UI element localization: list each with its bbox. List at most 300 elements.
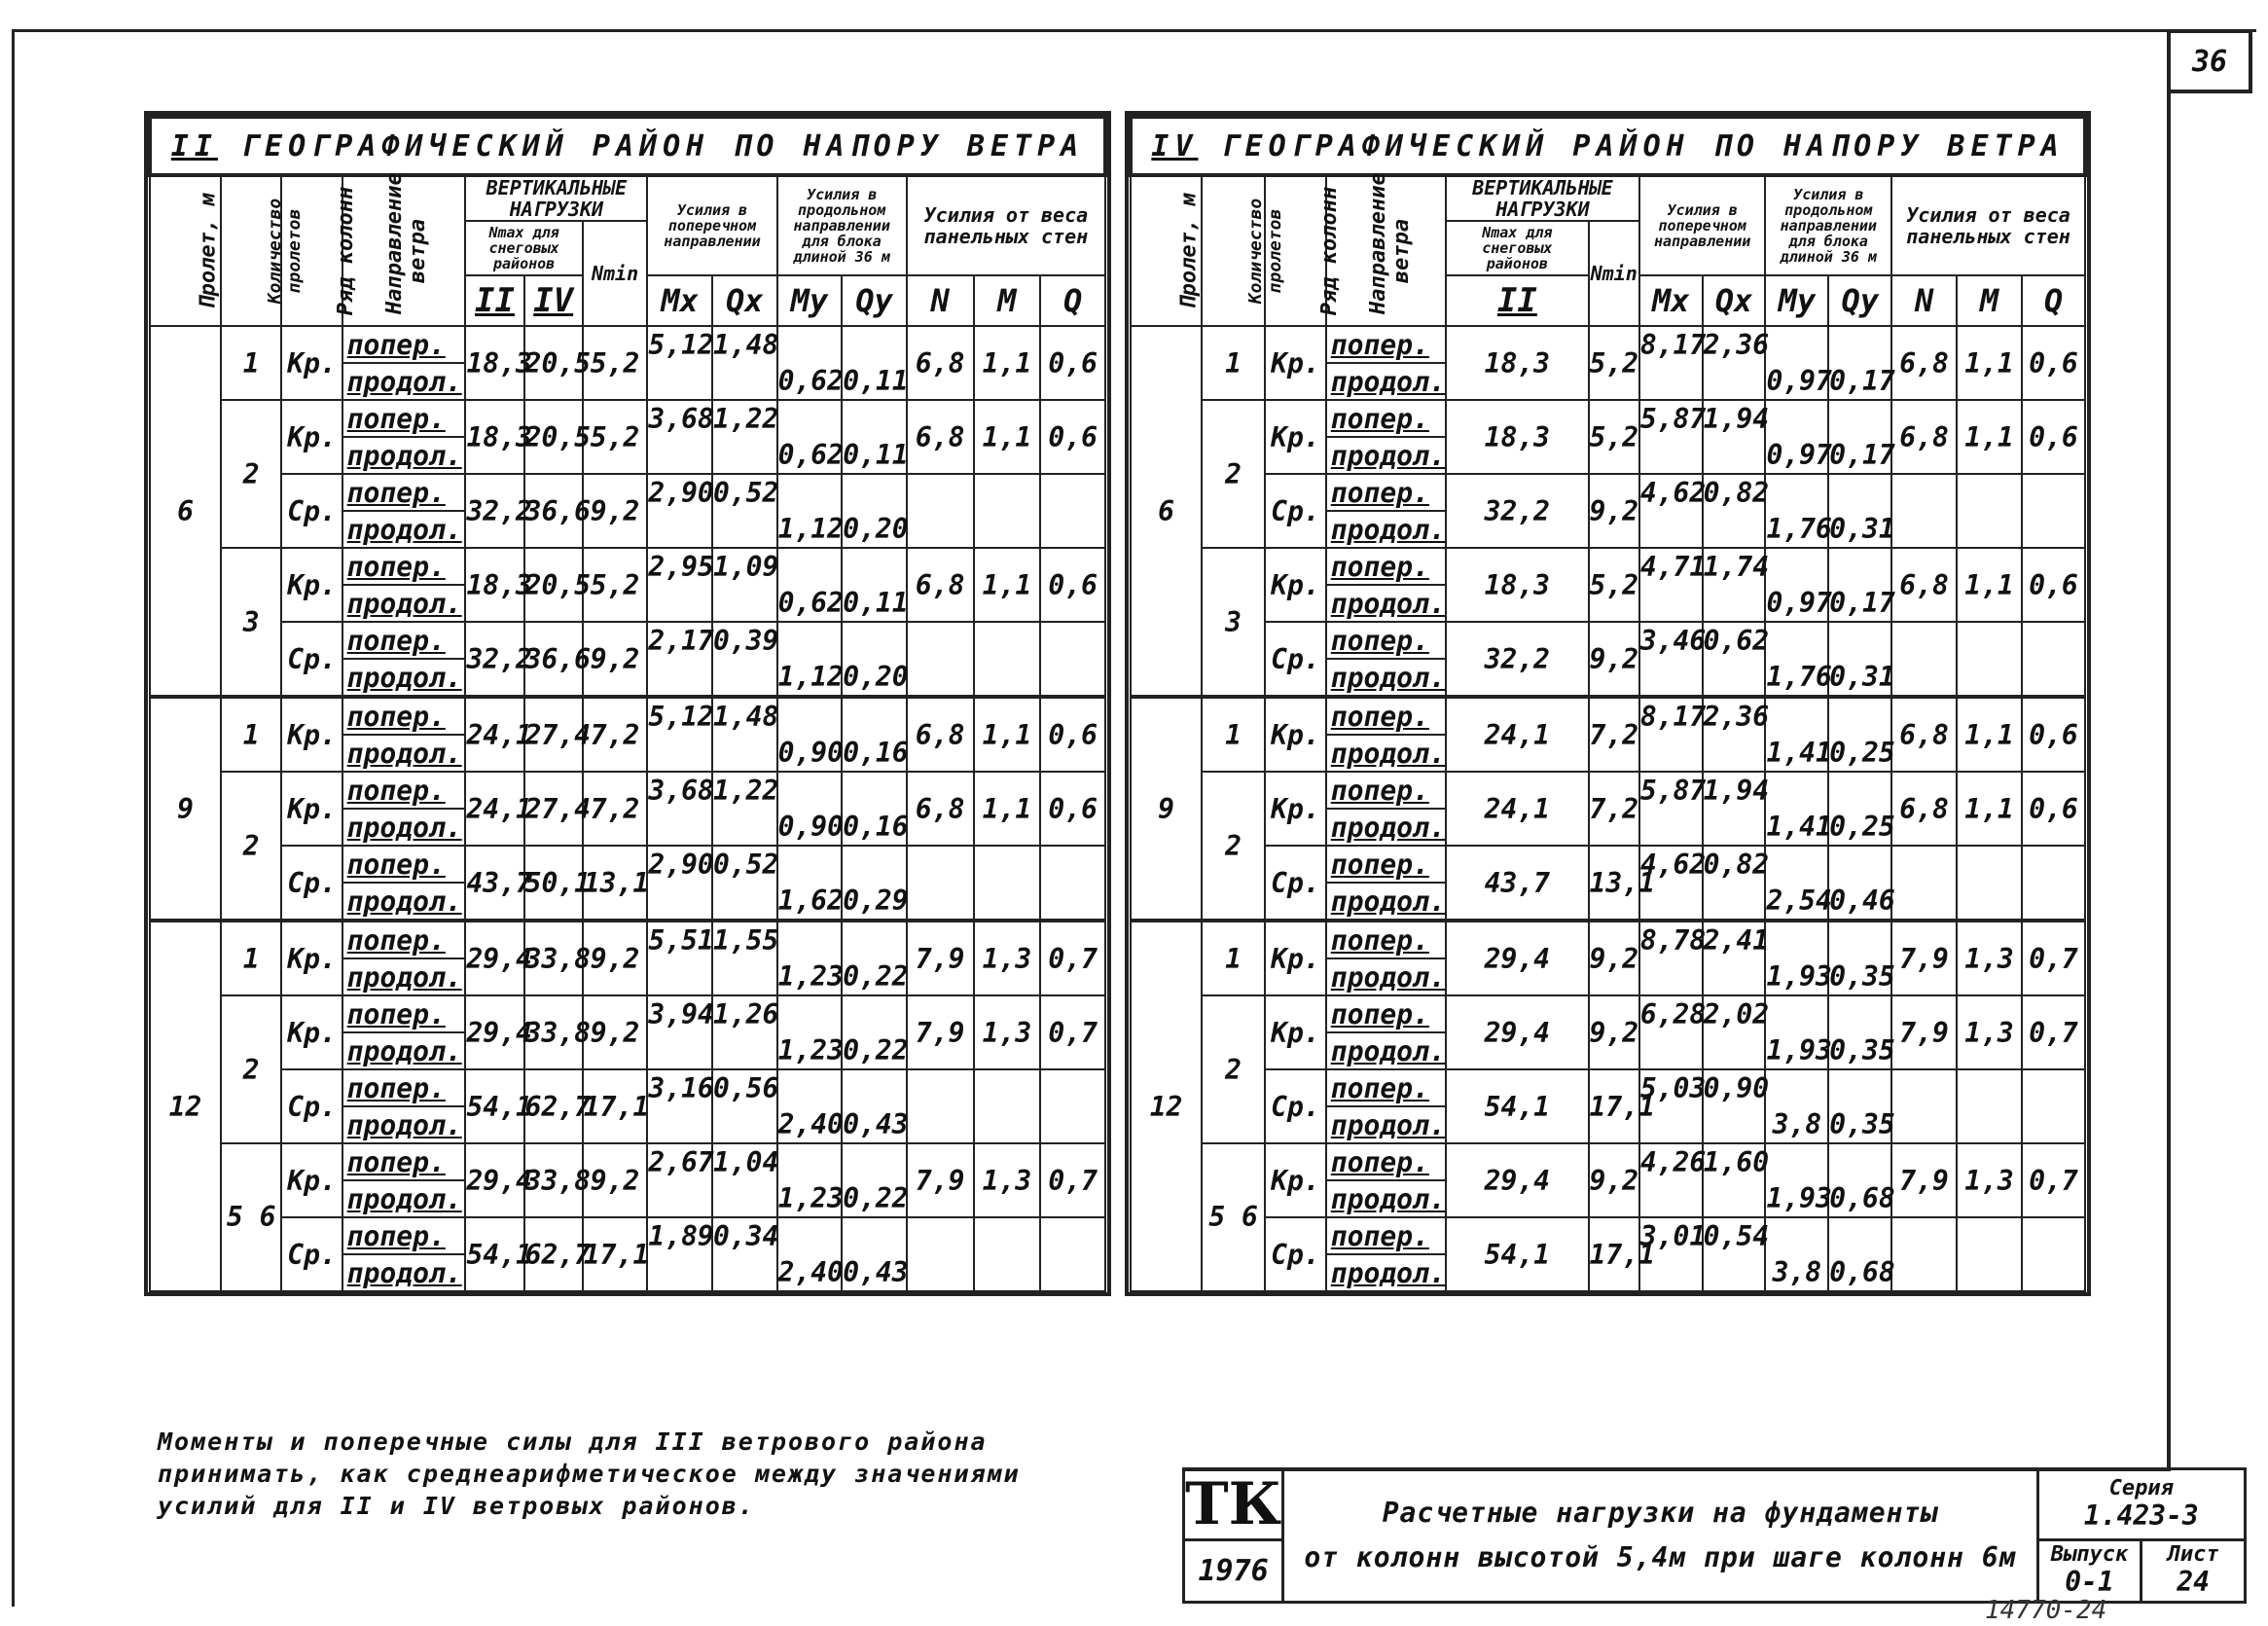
- value-nmin: 9,2: [1589, 995, 1639, 1069]
- title-block: [1182, 1467, 2247, 1604]
- value-qy: 0,17: [1828, 585, 1891, 622]
- column-row: Ср.: [281, 846, 342, 921]
- empty-qx: [712, 809, 777, 846]
- empty-qx: [712, 659, 777, 697]
- value-mx: 5,12: [647, 326, 712, 363]
- value-qy: 0,17: [1828, 363, 1891, 400]
- header-n: N: [907, 275, 974, 326]
- empty-qx: [712, 1106, 777, 1143]
- empty-my: [777, 400, 843, 437]
- empty-qy: [1828, 1069, 1891, 1106]
- column-row: Кр.: [281, 921, 342, 995]
- value-mx: 8,17: [1639, 326, 1703, 363]
- empty-qy: [1828, 622, 1891, 659]
- value-mx: 4,71: [1639, 548, 1703, 585]
- table-row: [150, 474, 1105, 511]
- header-qy: Qy: [1828, 275, 1891, 326]
- value-n-wall: 7,9: [907, 921, 974, 995]
- dir-longitudinal: продол.: [1326, 363, 1446, 400]
- value-n2: 54,1: [465, 1069, 523, 1143]
- table-row: [1131, 995, 2085, 1032]
- empty-mx: [1639, 659, 1703, 697]
- value-q-wall: 0,6: [2022, 772, 2085, 846]
- header-roman-ii: II: [465, 275, 523, 326]
- column-row: Ср.: [281, 474, 342, 548]
- column-row: Ср.: [1265, 846, 1326, 921]
- value-q-wall: 0,6: [1040, 326, 1105, 400]
- value-qy: 0,31: [1828, 659, 1891, 697]
- value-qx: 0,34: [712, 1217, 777, 1254]
- empty-my: [777, 846, 843, 883]
- value-q-wall: [1040, 846, 1105, 921]
- empty-mx: [647, 437, 712, 474]
- value-qx: 0,82: [1703, 846, 1766, 883]
- value-mx: 3,46: [1639, 622, 1703, 659]
- value-nmin: 17,1: [583, 1217, 648, 1291]
- column-row: Кр.: [1265, 921, 1326, 995]
- value-n2: 18,3: [465, 400, 523, 474]
- column-row: Кр.: [1265, 995, 1326, 1069]
- value-nmin: 7,2: [1589, 697, 1639, 772]
- empty-qy: [842, 995, 907, 1032]
- empty-mx: [1639, 1180, 1703, 1217]
- empty-qy: [1828, 1143, 1891, 1180]
- drawing-title-line1: Расчетные нагрузки на фундаменты: [1382, 1497, 1939, 1529]
- count-cell: 2: [221, 400, 281, 548]
- value-my: 0,90: [777, 809, 843, 846]
- value-n2: 54,1: [1446, 1217, 1588, 1291]
- value-my: 1,23: [777, 958, 843, 995]
- value-n2: 29,4: [465, 995, 523, 1069]
- empty-qy: [1828, 772, 1891, 809]
- sheet-cell: [2142, 1540, 2246, 1603]
- page-number: 36: [2167, 29, 2252, 93]
- dir-longitudinal: продол.: [342, 1254, 466, 1291]
- value-my: 2,40: [777, 1106, 843, 1143]
- value-m-wall: 1,3: [1957, 995, 2022, 1069]
- empty-mx: [647, 363, 712, 400]
- value-m-wall: [1957, 474, 2022, 548]
- value-mx: 4,62: [1639, 474, 1703, 511]
- value-nmin: 9,2: [1589, 622, 1639, 697]
- title-roman: II: [170, 128, 218, 163]
- table-row: [1131, 697, 2085, 735]
- value-qy: 0,68: [1828, 1180, 1891, 1217]
- value-qy: 0,68: [1828, 1254, 1891, 1291]
- value-my: 1,62: [777, 883, 843, 921]
- empty-my: [777, 326, 843, 363]
- value-mx: 4,62: [1639, 846, 1703, 883]
- value-n2: 43,7: [1446, 846, 1588, 921]
- empty-qy: [1828, 846, 1891, 883]
- value-nmin: 13,1: [583, 846, 648, 921]
- value-my: 1,41: [1765, 809, 1828, 846]
- value-n4: 20,5: [524, 400, 583, 474]
- count-cell: 1: [221, 921, 281, 995]
- dir-longitudinal: продол.: [1326, 883, 1446, 921]
- value-qx: 2,41: [1703, 921, 1766, 958]
- value-n-wall: [1891, 846, 1957, 921]
- value-n2: 24,1: [465, 772, 523, 846]
- value-q-wall: 0,6: [2022, 697, 2085, 772]
- value-nmin: 9,2: [583, 1143, 648, 1217]
- count-cell: 1: [1202, 921, 1265, 995]
- header-span: Пролет, м: [150, 175, 221, 326]
- series-value: 1.423-3: [2083, 1499, 2199, 1532]
- value-qy: 0,35: [1828, 958, 1891, 995]
- value-m-wall: [974, 474, 1041, 548]
- table-region-iv: [1129, 115, 2087, 1292]
- empty-my: [1765, 846, 1828, 883]
- dir-transverse: попер.: [1326, 400, 1446, 437]
- empty-qx: [712, 437, 777, 474]
- table-row: [150, 326, 1105, 363]
- column-row: Кр.: [1265, 326, 1326, 400]
- value-n-wall: 6,8: [907, 697, 974, 772]
- value-my: 0,97: [1765, 363, 1828, 400]
- value-nmin: 13,1: [1589, 846, 1639, 921]
- value-n-wall: [1891, 622, 1957, 697]
- column-row: Ср.: [281, 1069, 342, 1143]
- header-qy: Qy: [842, 275, 907, 326]
- value-qx: 1,48: [712, 697, 777, 735]
- value-n-wall: 6,8: [1891, 772, 1957, 846]
- dir-transverse: попер.: [1326, 1069, 1446, 1106]
- table-row: [150, 846, 1105, 883]
- count-cell: 1: [1202, 697, 1265, 772]
- value-m-wall: 1,1: [1957, 772, 2022, 846]
- empty-mx: [1639, 511, 1703, 548]
- value-qx: 1,04: [712, 1143, 777, 1180]
- value-qx: 0,90: [1703, 1069, 1766, 1106]
- empty-qx: [1703, 585, 1766, 622]
- value-mx: 2,90: [647, 846, 712, 883]
- value-qx: 0,52: [712, 474, 777, 511]
- dir-longitudinal: продол.: [342, 883, 466, 921]
- dir-transverse: попер.: [1326, 548, 1446, 585]
- value-qy: 0,43: [842, 1254, 907, 1291]
- value-qx: 0,54: [1703, 1217, 1766, 1254]
- value-q-wall: [2022, 1069, 2085, 1143]
- value-nmin: 9,2: [583, 474, 648, 548]
- value-n2: 18,3: [1446, 400, 1588, 474]
- title-roman: IV: [1151, 128, 1199, 163]
- value-mx: 5,87: [1639, 400, 1703, 437]
- header-row: Ряд колонн: [281, 175, 342, 326]
- column-row: Кр.: [1265, 772, 1326, 846]
- count-cell: 2: [1202, 772, 1265, 921]
- empty-my: [777, 548, 843, 585]
- value-q-wall: 0,7: [1040, 995, 1105, 1069]
- empty-mx: [1639, 735, 1703, 772]
- header-qx: Qx: [1703, 275, 1766, 326]
- value-n-wall: 7,9: [907, 1143, 974, 1217]
- value-qx: 1,26: [712, 995, 777, 1032]
- empty-qy: [1828, 1217, 1891, 1254]
- table-row: [1131, 622, 2085, 659]
- value-n4: 20,5: [524, 548, 583, 622]
- dir-longitudinal: продол.: [342, 1180, 466, 1217]
- value-n2: 29,4: [465, 921, 523, 995]
- value-q-wall: [1040, 1069, 1105, 1143]
- column-row: Кр.: [281, 995, 342, 1069]
- dir-transverse: попер.: [342, 622, 466, 659]
- value-m-wall: 1,1: [974, 326, 1041, 400]
- dir-transverse: попер.: [342, 548, 466, 585]
- empty-qx: [1703, 1032, 1766, 1069]
- dir-transverse: попер.: [342, 474, 466, 511]
- empty-mx: [1639, 958, 1703, 995]
- empty-qy: [842, 1143, 907, 1180]
- value-qx: 1,48: [712, 326, 777, 363]
- value-n-wall: [907, 846, 974, 921]
- value-q-wall: [2022, 474, 2085, 548]
- value-m-wall: [974, 1217, 1041, 1291]
- empty-mx: [1639, 585, 1703, 622]
- column-row: Ср.: [281, 1217, 342, 1291]
- dir-longitudinal: продол.: [1326, 659, 1446, 697]
- value-nmin: 5,2: [1589, 400, 1639, 474]
- table-row: [150, 697, 1105, 735]
- table-region-ii: [148, 115, 1107, 1292]
- value-m-wall: 1,3: [974, 1143, 1041, 1217]
- dir-longitudinal: продол.: [1326, 1254, 1446, 1291]
- value-n2: 54,1: [465, 1217, 523, 1291]
- dir-longitudinal: продол.: [342, 363, 466, 400]
- value-n2: 18,3: [1446, 548, 1588, 622]
- count-cell: 1: [221, 697, 281, 772]
- column-row: Ср.: [1265, 1217, 1326, 1291]
- value-qy: 0,22: [842, 958, 907, 995]
- empty-qy: [842, 326, 907, 363]
- empty-my: [777, 772, 843, 809]
- value-qx: 1,22: [712, 400, 777, 437]
- value-mx: 3,68: [647, 772, 712, 809]
- column-row: Кр.: [281, 772, 342, 846]
- value-my: 2,54: [1765, 883, 1828, 921]
- dir-longitudinal: продол.: [1326, 735, 1446, 772]
- empty-mx: [1639, 809, 1703, 846]
- column-row: Ср.: [281, 622, 342, 697]
- empty-mx: [1639, 437, 1703, 474]
- dir-longitudinal: продол.: [342, 511, 466, 548]
- value-my: 1,12: [777, 659, 843, 697]
- empty-qy: [842, 548, 907, 585]
- column-row: Кр.: [1265, 400, 1326, 474]
- value-mx: 5,51: [647, 921, 712, 958]
- value-nmin: 7,2: [583, 697, 648, 772]
- column-row: Ср.: [1265, 474, 1326, 548]
- header-cross: Усилия в поперечном направлении: [647, 175, 776, 275]
- value-n4: 36,6: [524, 622, 583, 697]
- sheet-value: 24: [2177, 1566, 2211, 1598]
- value-qx: 1,94: [1703, 400, 1766, 437]
- value-qx: 0,39: [712, 622, 777, 659]
- count-cell: 1: [221, 326, 281, 400]
- value-q-wall: 0,7: [1040, 921, 1105, 995]
- dir-transverse: попер.: [342, 846, 466, 883]
- column-row: Кр.: [281, 548, 342, 622]
- table-row: [1131, 326, 2085, 363]
- value-qy: 0,16: [842, 809, 907, 846]
- dir-transverse: попер.: [342, 772, 466, 809]
- empty-mx: [647, 659, 712, 697]
- empty-qy: [842, 622, 907, 659]
- value-n4: 27,4: [524, 772, 583, 846]
- dir-longitudinal: продол.: [1326, 511, 1446, 548]
- empty-mx: [647, 1032, 712, 1069]
- value-n2: 54,1: [1446, 1069, 1588, 1143]
- value-my: 0,62: [777, 585, 843, 622]
- value-n4: 33,8: [524, 1143, 583, 1217]
- value-q-wall: 0,6: [2022, 326, 2085, 400]
- count-cell: 3: [1202, 548, 1265, 697]
- empty-qx: [1703, 511, 1766, 548]
- empty-qx: [712, 1254, 777, 1291]
- value-n4: 33,8: [524, 921, 583, 995]
- value-qy: 0,16: [842, 735, 907, 772]
- value-m-wall: 1,1: [1957, 326, 2022, 400]
- value-qy: 0,22: [842, 1032, 907, 1069]
- value-n2: 24,1: [1446, 697, 1588, 772]
- value-nmin: 5,2: [1589, 548, 1639, 622]
- value-qy: 0,25: [1828, 735, 1891, 772]
- empty-qx: [1703, 883, 1766, 921]
- dir-transverse: попер.: [1326, 326, 1446, 363]
- empty-qy: [842, 1069, 907, 1106]
- value-qx: 0,62: [1703, 622, 1766, 659]
- dir-longitudinal: продол.: [1326, 1180, 1446, 1217]
- empty-qy: [1828, 921, 1891, 958]
- series-label: Серия: [2108, 1475, 2174, 1500]
- table-row: [150, 400, 1105, 437]
- header-roman-iv: IV: [524, 275, 583, 326]
- value-n4: 62,7: [524, 1217, 583, 1291]
- table-row: [150, 1069, 1105, 1106]
- sheet-label: Лист: [2167, 1542, 2219, 1567]
- value-nmin: 17,1: [1589, 1217, 1639, 1291]
- count-cell: 2: [1202, 400, 1265, 548]
- value-my: 1,93: [1765, 958, 1828, 995]
- empty-my: [1765, 548, 1828, 585]
- value-n4: 50,1: [524, 846, 583, 921]
- title-text: ГЕОГРАФИЧЕСКИЙ РАЙОН ПО НАПОРУ ВЕТРА: [1221, 128, 2065, 163]
- value-n-wall: 6,8: [1891, 326, 1957, 400]
- value-m-wall: 1,1: [1957, 400, 2022, 474]
- empty-qx: [712, 958, 777, 995]
- value-n4: 27,4: [524, 697, 583, 772]
- value-m-wall: 1,1: [974, 548, 1041, 622]
- value-nmin: 7,2: [583, 772, 648, 846]
- table-row: [1131, 474, 2085, 511]
- column-row: Кр.: [281, 697, 342, 772]
- empty-my: [1765, 1143, 1828, 1180]
- table-row: [150, 548, 1105, 585]
- value-qy: 0,11: [842, 585, 907, 622]
- value-qx: 1,09: [712, 548, 777, 585]
- dir-transverse: попер.: [1326, 995, 1446, 1032]
- value-m-wall: 1,3: [974, 921, 1041, 995]
- empty-my: [777, 474, 843, 511]
- dir-longitudinal: продол.: [342, 1106, 466, 1143]
- value-n-wall: 6,8: [907, 772, 974, 846]
- value-q-wall: [1040, 474, 1105, 548]
- value-my: 1,23: [777, 1180, 843, 1217]
- issue-value: 0-1: [2065, 1566, 2114, 1598]
- value-n2: 29,4: [1446, 1143, 1588, 1217]
- empty-qy: [1828, 697, 1891, 735]
- title-text: ГЕОГРАФИЧЕСКИЙ РАЙОН ПО НАПОРУ ВЕТРА: [240, 128, 1085, 163]
- value-n-wall: [907, 1217, 974, 1291]
- value-mx: 3,68: [647, 400, 712, 437]
- value-m-wall: [1957, 1217, 2022, 1291]
- value-n-wall: [907, 474, 974, 548]
- table-row: [150, 1143, 1105, 1180]
- empty-qx: [1703, 809, 1766, 846]
- dir-longitudinal: продол.: [342, 958, 466, 995]
- count-cell: 1: [1202, 326, 1265, 400]
- dir-transverse: попер.: [1326, 772, 1446, 809]
- count-cell: 5 6: [1202, 1143, 1265, 1291]
- value-mx: 8,78: [1639, 921, 1703, 958]
- count-cell: 2: [221, 995, 281, 1143]
- table-row: [1131, 772, 2085, 809]
- value-mx: 6,28: [1639, 995, 1703, 1032]
- empty-my: [777, 995, 843, 1032]
- empty-my: [1765, 697, 1828, 735]
- value-m-wall: 1,1: [1957, 697, 2022, 772]
- empty-qx: [712, 363, 777, 400]
- value-nmin: 17,1: [1589, 1069, 1639, 1143]
- value-n2: 24,1: [1446, 772, 1588, 846]
- value-q-wall: 0,6: [2022, 400, 2085, 474]
- value-n-wall: 7,9: [1891, 921, 1957, 995]
- drawing-title-line2: от колонн высотой 5,4м при шаге колонн 6м: [1304, 1541, 2017, 1573]
- empty-qx: [712, 585, 777, 622]
- column-row: Кр.: [1265, 548, 1326, 622]
- value-n2: 32,2: [1446, 622, 1588, 697]
- value-n-wall: 7,9: [1891, 995, 1957, 1069]
- value-qy: 0,11: [842, 437, 907, 474]
- dir-longitudinal: продол.: [1326, 437, 1446, 474]
- empty-my: [1765, 474, 1828, 511]
- value-nmin: 9,2: [583, 622, 648, 697]
- value-mx: 3,01: [1639, 1217, 1703, 1254]
- value-qx: 1,22: [712, 772, 777, 809]
- dir-longitudinal: продол.: [342, 659, 466, 697]
- value-nmin: 9,2: [1589, 921, 1639, 995]
- value-my: 1,76: [1765, 511, 1828, 548]
- dir-transverse: попер.: [342, 326, 466, 363]
- table-row: [150, 622, 1105, 659]
- span-cell: 9: [150, 697, 221, 921]
- value-n4: 33,8: [524, 995, 583, 1069]
- header-vertical: ВЕРТИКАЛЬНЫЕ НАГРУЗКИ: [1446, 175, 1639, 221]
- dir-longitudinal: продол.: [1326, 585, 1446, 622]
- empty-mx: [647, 883, 712, 921]
- header-wall: Усилия от веса панельных стен: [1891, 175, 2085, 275]
- value-n2: 18,3: [465, 548, 523, 622]
- series-cell: [2037, 1469, 2245, 1540]
- header-my: My: [1765, 275, 1828, 326]
- year: 1976: [1184, 1540, 1283, 1603]
- value-m-wall: 1,1: [974, 400, 1041, 474]
- table-row: [1131, 921, 2085, 958]
- table-row: [150, 772, 1105, 809]
- value-mx: 1,89: [647, 1217, 712, 1254]
- header-q: Q: [2022, 275, 2085, 326]
- header-long: Усилия в продольном направлении для блока длиной 36 м: [777, 175, 907, 275]
